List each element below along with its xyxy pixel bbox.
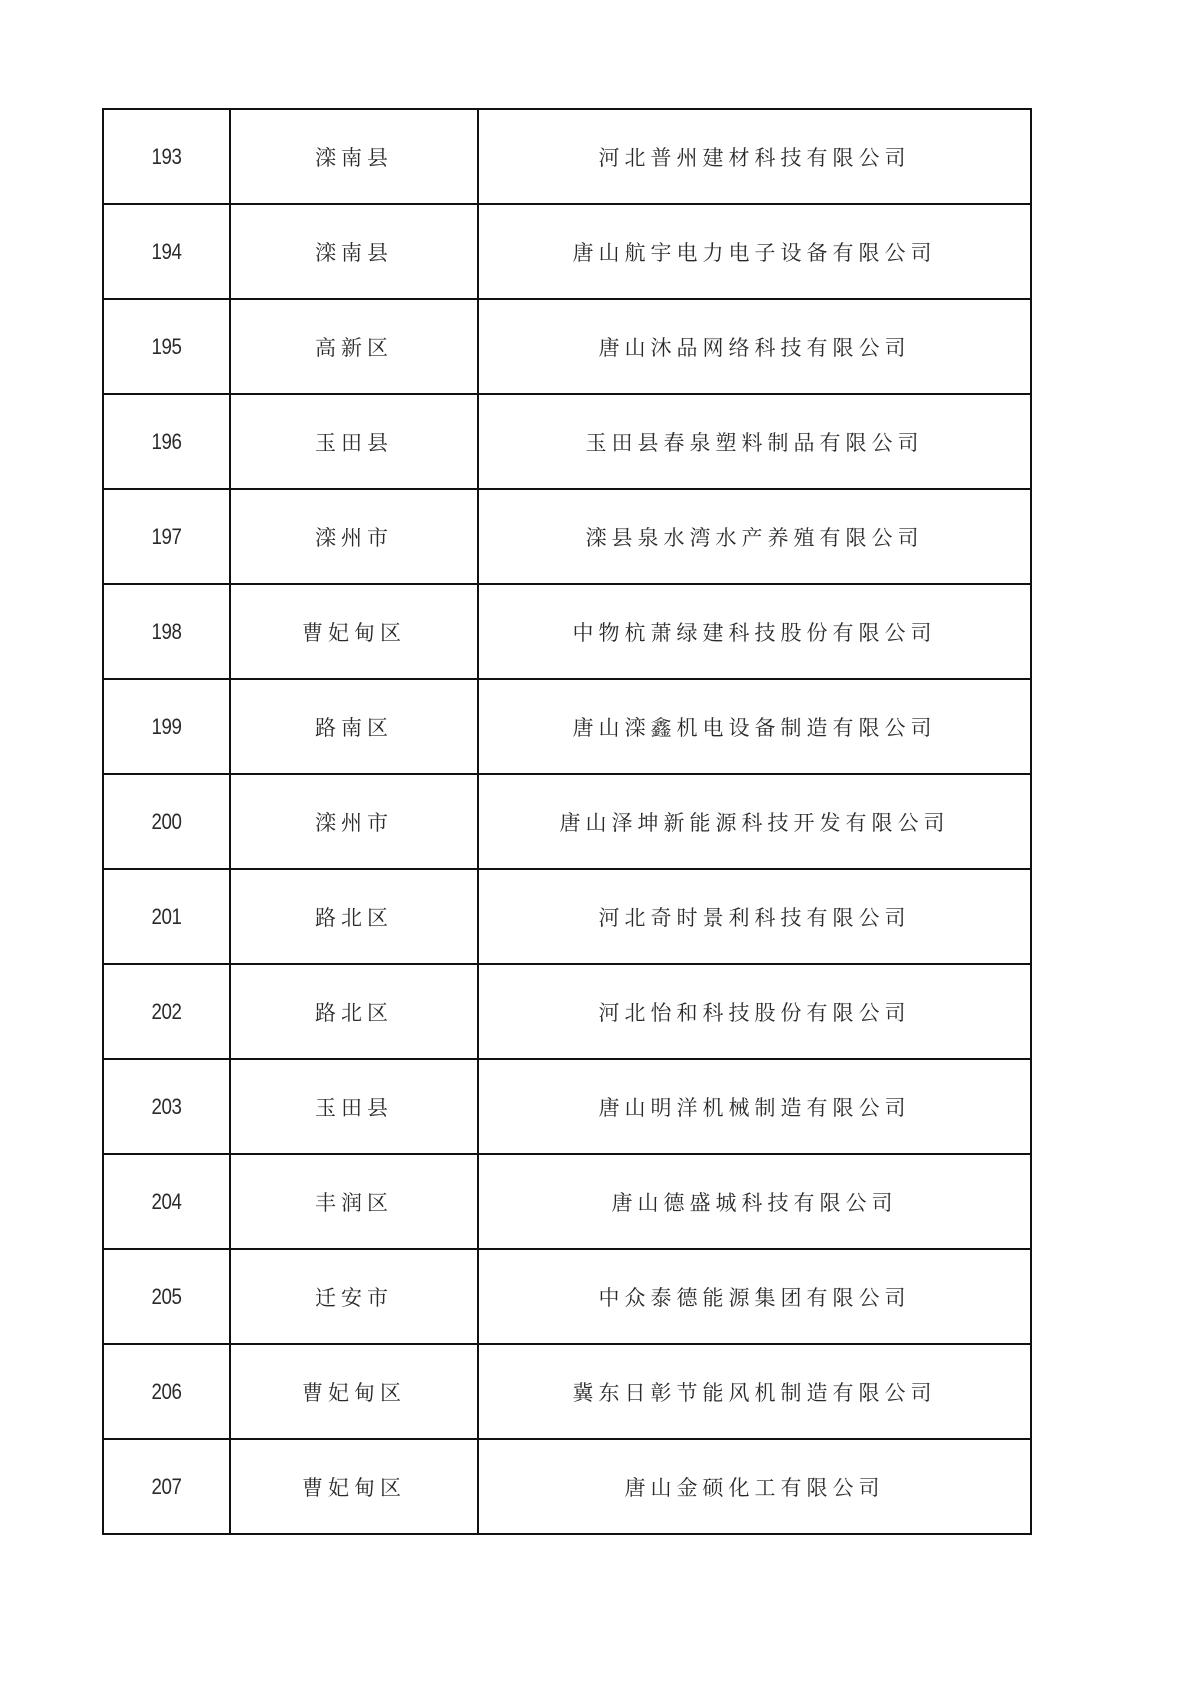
region-cell: 高新区	[230, 299, 478, 394]
company-name-cell: 唐山泽坤新能源科技开发有限公司	[478, 774, 1031, 869]
table-row	[103, 869, 1031, 964]
region-cell: 路北区	[230, 964, 478, 1059]
company-name-cell: 河北奇时景利科技有限公司	[478, 869, 1031, 964]
table-row	[103, 204, 1031, 299]
company-list-table	[102, 108, 1032, 1535]
table-body	[103, 109, 1031, 1534]
company-name-cell: 中物杭萧绿建科技股份有限公司	[478, 584, 1031, 679]
region-cell: 路北区	[230, 869, 478, 964]
row-number-cell: 197	[113, 489, 221, 584]
company-name-cell: 唐山金硕化工有限公司	[478, 1439, 1031, 1534]
row-number-cell: 200	[113, 774, 221, 869]
company-name-cell: 中众泰德能源集团有限公司	[478, 1249, 1031, 1344]
table-row	[103, 1344, 1031, 1439]
row-number-cell: 199	[113, 679, 221, 774]
company-name-cell: 唐山滦鑫机电设备制造有限公司	[478, 679, 1031, 774]
region-cell: 曹妃甸区	[230, 1439, 478, 1534]
table-row	[103, 1439, 1031, 1534]
region-cell: 曹妃甸区	[230, 584, 478, 679]
row-number-cell: 204	[113, 1154, 221, 1249]
row-number-cell: 194	[113, 204, 221, 299]
table-row	[103, 1249, 1031, 1344]
table-row	[103, 299, 1031, 394]
region-cell: 玉田县	[230, 394, 478, 489]
row-number-cell: 193	[113, 109, 221, 204]
row-number-cell: 202	[113, 964, 221, 1059]
table-row	[103, 964, 1031, 1059]
company-name-cell: 唐山德盛城科技有限公司	[478, 1154, 1031, 1249]
row-number-cell: 198	[113, 584, 221, 679]
company-name-cell: 河北普州建材科技有限公司	[478, 109, 1031, 204]
company-name-cell: 玉田县春泉塑料制品有限公司	[478, 394, 1031, 489]
table-row	[103, 774, 1031, 869]
row-number-cell: 207	[113, 1439, 221, 1534]
company-name-cell: 唐山沐品网络科技有限公司	[478, 299, 1031, 394]
region-cell: 路南区	[230, 679, 478, 774]
region-cell: 迁安市	[230, 1249, 478, 1344]
region-cell: 曹妃甸区	[230, 1344, 478, 1439]
company-name-cell: 冀东日彰节能风机制造有限公司	[478, 1344, 1031, 1439]
company-name-cell: 唐山明洋机械制造有限公司	[478, 1059, 1031, 1154]
table-row	[103, 584, 1031, 679]
row-number-cell: 201	[113, 869, 221, 964]
row-number-cell: 203	[113, 1059, 221, 1154]
company-name-cell: 河北怡和科技股份有限公司	[478, 964, 1031, 1059]
row-number-cell: 195	[113, 299, 221, 394]
row-number-cell: 206	[113, 1344, 221, 1439]
table-row	[103, 679, 1031, 774]
table-row	[103, 394, 1031, 489]
company-name-cell: 唐山航宇电力电子设备有限公司	[478, 204, 1031, 299]
region-cell: 滦南县	[230, 204, 478, 299]
row-number-cell: 205	[113, 1249, 221, 1344]
region-cell: 玉田县	[230, 1059, 478, 1154]
row-number-cell: 196	[113, 394, 221, 489]
company-name-cell: 滦县泉水湾水产养殖有限公司	[478, 489, 1031, 584]
table-row	[103, 1059, 1031, 1154]
region-cell: 滦州市	[230, 489, 478, 584]
region-cell: 滦南县	[230, 109, 478, 204]
region-cell: 丰润区	[230, 1154, 478, 1249]
table-row	[103, 489, 1031, 584]
region-cell: 滦州市	[230, 774, 478, 869]
table-row	[103, 1154, 1031, 1249]
table-row	[103, 109, 1031, 204]
